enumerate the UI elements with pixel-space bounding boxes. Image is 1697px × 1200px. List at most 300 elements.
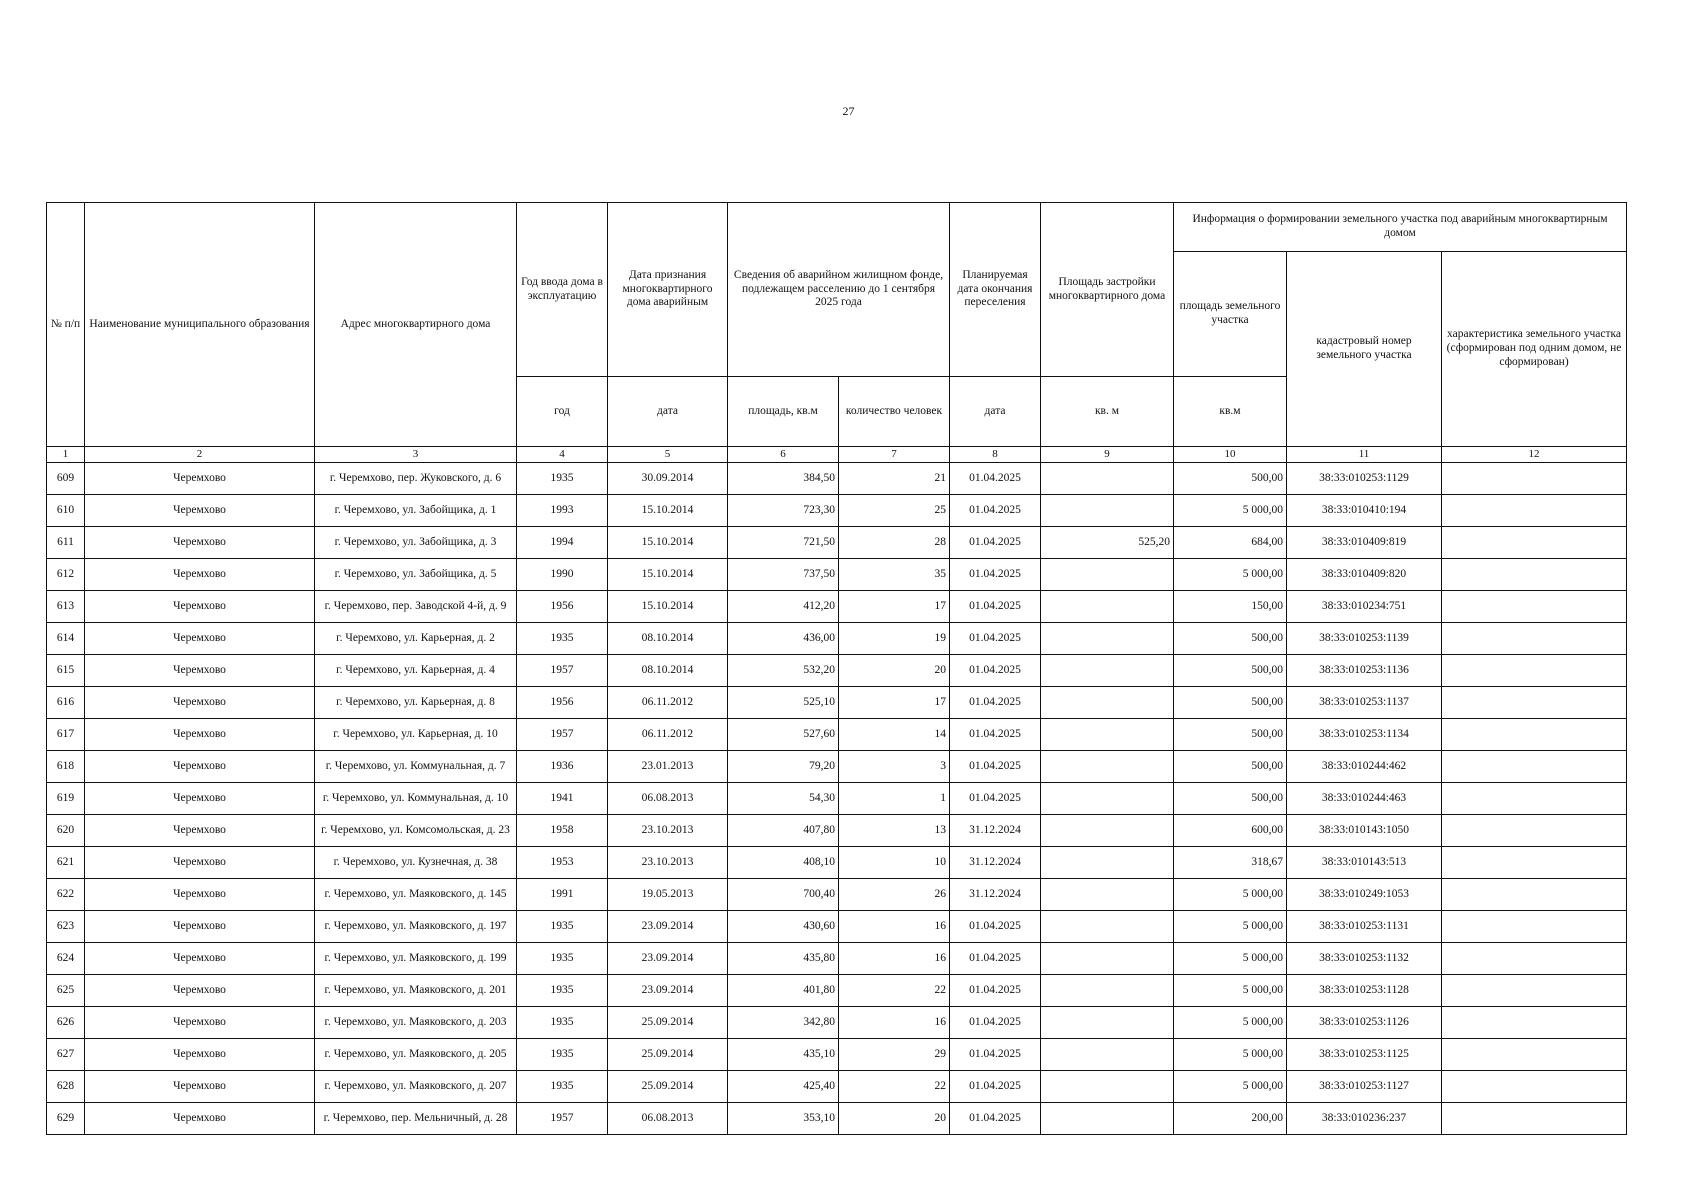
cell-cadastral: 38:33:010143:513 bbox=[1287, 847, 1442, 879]
table-row bbox=[47, 591, 1627, 623]
cell-address: г. Черемхово, ул. Забойщика, д. 1 bbox=[315, 495, 517, 527]
header-municipality: Наименование муниципального образования bbox=[85, 203, 315, 447]
column-number: 2 bbox=[85, 447, 315, 463]
cell-building-area bbox=[1041, 751, 1174, 783]
table-row bbox=[47, 911, 1627, 943]
table-row bbox=[47, 943, 1627, 975]
cell-year-built: 1935 bbox=[517, 975, 608, 1007]
cell-building-area bbox=[1041, 591, 1174, 623]
cell-number: 616 bbox=[47, 687, 85, 719]
cell-number: 620 bbox=[47, 815, 85, 847]
cell-area: 408,10 bbox=[728, 847, 839, 879]
cell-number: 617 bbox=[47, 719, 85, 751]
cell-people: 22 bbox=[839, 1071, 950, 1103]
cell-area: 435,10 bbox=[728, 1039, 839, 1071]
cell-year-built: 1941 bbox=[517, 783, 608, 815]
table-row bbox=[47, 687, 1627, 719]
cell-building-area bbox=[1041, 463, 1174, 495]
cell-cadastral: 38:33:010410:194 bbox=[1287, 495, 1442, 527]
cell-municipality: Черемхово bbox=[85, 687, 315, 719]
cell-year-built: 1958 bbox=[517, 815, 608, 847]
cell-municipality: Черемхово bbox=[85, 559, 315, 591]
header-recognized-date: Дата признания многоквартирного дома аварийным bbox=[608, 203, 728, 377]
cell-number: 627 bbox=[47, 1039, 85, 1071]
cell-people: 26 bbox=[839, 879, 950, 911]
header-planned-date: Планируемая дата окончания переселения bbox=[950, 203, 1041, 377]
cell-year-built: 1935 bbox=[517, 911, 608, 943]
cell-address: г. Черемхово, ул. Маяковского, д. 205 bbox=[315, 1039, 517, 1071]
cell-area: 435,80 bbox=[728, 943, 839, 975]
cell-recognized-date: 25.09.2014 bbox=[608, 1039, 728, 1071]
cell-number: 611 bbox=[47, 527, 85, 559]
cell-year-built: 1957 bbox=[517, 1103, 608, 1135]
cell-municipality: Черемхово bbox=[85, 815, 315, 847]
cell-address: г. Черемхово, ул. Карьерная, д. 8 bbox=[315, 687, 517, 719]
cell-people: 16 bbox=[839, 943, 950, 975]
table-row bbox=[47, 527, 1627, 559]
cell-land-area: 5 000,00 bbox=[1174, 943, 1287, 975]
cell-land-characteristic bbox=[1442, 879, 1627, 911]
table-row bbox=[47, 655, 1627, 687]
cell-land-characteristic bbox=[1442, 975, 1627, 1007]
cell-building-area bbox=[1041, 495, 1174, 527]
cell-address: г. Черемхово, пер. Заводской 4-й, д. 9 bbox=[315, 591, 517, 623]
cell-area: 532,20 bbox=[728, 655, 839, 687]
cell-land-area: 5 000,00 bbox=[1174, 1007, 1287, 1039]
cell-land-characteristic bbox=[1442, 783, 1627, 815]
cell-people: 13 bbox=[839, 815, 950, 847]
cell-number: 614 bbox=[47, 623, 85, 655]
unit-area: площадь, кв.м bbox=[728, 377, 839, 447]
cell-area: 353,10 bbox=[728, 1103, 839, 1135]
cell-area: 342,80 bbox=[728, 1007, 839, 1039]
cell-land-area: 500,00 bbox=[1174, 687, 1287, 719]
cell-land-characteristic bbox=[1442, 1039, 1627, 1071]
cell-recognized-date: 15.10.2014 bbox=[608, 527, 728, 559]
cell-municipality: Черемхово bbox=[85, 1103, 315, 1135]
cell-address: г. Черемхово, ул. Коммунальная, д. 7 bbox=[315, 751, 517, 783]
cell-address: г. Черемхово, ул. Комсомольская, д. 23 bbox=[315, 815, 517, 847]
cell-address: г. Черемхово, ул. Карьерная, д. 2 bbox=[315, 623, 517, 655]
cell-land-characteristic bbox=[1442, 687, 1627, 719]
table-row bbox=[47, 783, 1627, 815]
unit-planned-date: дата bbox=[950, 377, 1041, 447]
unit-year: год bbox=[517, 377, 608, 447]
cell-address: г. Черемхово, пер. Жуковского, д. 6 bbox=[315, 463, 517, 495]
cell-land-characteristic bbox=[1442, 559, 1627, 591]
cell-number: 613 bbox=[47, 591, 85, 623]
cell-year-built: 1936 bbox=[517, 751, 608, 783]
table-row bbox=[47, 1103, 1627, 1135]
cell-area: 425,40 bbox=[728, 1071, 839, 1103]
cell-municipality: Черемхово bbox=[85, 847, 315, 879]
table-row bbox=[47, 975, 1627, 1007]
cell-number: 618 bbox=[47, 751, 85, 783]
cell-area: 700,40 bbox=[728, 879, 839, 911]
cell-recognized-date: 06.08.2013 bbox=[608, 1103, 728, 1135]
cell-planned-date: 01.04.2025 bbox=[950, 1071, 1041, 1103]
cell-building-area bbox=[1041, 911, 1174, 943]
cell-land-area: 500,00 bbox=[1174, 655, 1287, 687]
cell-number: 621 bbox=[47, 847, 85, 879]
cell-recognized-date: 06.08.2013 bbox=[608, 783, 728, 815]
table-row bbox=[47, 1039, 1627, 1071]
cell-municipality: Черемхово bbox=[85, 1007, 315, 1039]
cell-planned-date: 01.04.2025 bbox=[950, 527, 1041, 559]
cell-people: 16 bbox=[839, 1007, 950, 1039]
cell-recognized-date: 25.09.2014 bbox=[608, 1007, 728, 1039]
cell-cadastral: 38:33:010253:1131 bbox=[1287, 911, 1442, 943]
cell-cadastral: 38:33:010249:1053 bbox=[1287, 879, 1442, 911]
cell-planned-date: 01.04.2025 bbox=[950, 1039, 1041, 1071]
cell-land-characteristic bbox=[1442, 1007, 1627, 1039]
cell-municipality: Черемхово bbox=[85, 943, 315, 975]
cell-people: 22 bbox=[839, 975, 950, 1007]
cell-cadastral: 38:33:010253:1126 bbox=[1287, 1007, 1442, 1039]
cell-land-area: 500,00 bbox=[1174, 623, 1287, 655]
cell-planned-date: 01.04.2025 bbox=[950, 751, 1041, 783]
cell-year-built: 1994 bbox=[517, 527, 608, 559]
cell-year-built: 1935 bbox=[517, 463, 608, 495]
cell-recognized-date: 06.11.2012 bbox=[608, 719, 728, 751]
cell-cadastral: 38:33:010253:1134 bbox=[1287, 719, 1442, 751]
cell-planned-date: 01.04.2025 bbox=[950, 975, 1041, 1007]
cell-recognized-date: 06.11.2012 bbox=[608, 687, 728, 719]
cell-people: 28 bbox=[839, 527, 950, 559]
cell-year-built: 1935 bbox=[517, 1007, 608, 1039]
cell-people: 19 bbox=[839, 623, 950, 655]
cell-land-area: 5 000,00 bbox=[1174, 911, 1287, 943]
cell-land-characteristic bbox=[1442, 1103, 1627, 1135]
header-housing-info: Сведения об аварийном жилищном фонде, подлежащем расселению до 1 сентября 2025 года bbox=[728, 203, 950, 377]
cell-recognized-date: 23.10.2013 bbox=[608, 815, 728, 847]
cell-address: г. Черемхово, ул. Маяковского, д. 197 bbox=[315, 911, 517, 943]
cell-planned-date: 31.12.2024 bbox=[950, 879, 1041, 911]
cell-people: 21 bbox=[839, 463, 950, 495]
cell-number: 623 bbox=[47, 911, 85, 943]
cell-building-area bbox=[1041, 559, 1174, 591]
cell-planned-date: 31.12.2024 bbox=[950, 847, 1041, 879]
header-year-built: Год ввода дома в эксплуатацию bbox=[517, 203, 608, 377]
column-number: 3 bbox=[315, 447, 517, 463]
cell-people: 35 bbox=[839, 559, 950, 591]
cell-area: 79,20 bbox=[728, 751, 839, 783]
cell-cadastral: 38:33:010244:463 bbox=[1287, 783, 1442, 815]
cell-area: 525,10 bbox=[728, 687, 839, 719]
cell-cadastral: 38:33:010234:751 bbox=[1287, 591, 1442, 623]
table-row bbox=[47, 751, 1627, 783]
cell-address: г. Черемхово, ул. Карьерная, д. 10 bbox=[315, 719, 517, 751]
cell-building-area bbox=[1041, 783, 1174, 815]
cell-land-area: 500,00 bbox=[1174, 751, 1287, 783]
cell-number: 625 bbox=[47, 975, 85, 1007]
cell-recognized-date: 23.09.2014 bbox=[608, 975, 728, 1007]
cell-municipality: Черемхово bbox=[85, 783, 315, 815]
cell-land-area: 600,00 bbox=[1174, 815, 1287, 847]
cell-year-built: 1990 bbox=[517, 559, 608, 591]
cell-building-area bbox=[1041, 623, 1174, 655]
cell-year-built: 1991 bbox=[517, 879, 608, 911]
cell-number: 624 bbox=[47, 943, 85, 975]
header-address: Адрес многоквартирного дома bbox=[315, 203, 517, 447]
cell-municipality: Черемхово bbox=[85, 911, 315, 943]
cell-land-area: 500,00 bbox=[1174, 463, 1287, 495]
cell-land-characteristic bbox=[1442, 751, 1627, 783]
header-land-area: площадь земельного участка bbox=[1174, 252, 1287, 377]
cell-address: г. Черемхово, ул. Коммунальная, д. 10 bbox=[315, 783, 517, 815]
cell-people: 25 bbox=[839, 495, 950, 527]
cell-land-area: 5 000,00 bbox=[1174, 559, 1287, 591]
cell-cadastral: 38:33:010409:820 bbox=[1287, 559, 1442, 591]
cell-building-area bbox=[1041, 1007, 1174, 1039]
cell-municipality: Черемхово bbox=[85, 1071, 315, 1103]
cell-address: г. Черемхово, ул. Карьерная, д. 4 bbox=[315, 655, 517, 687]
table-row bbox=[47, 847, 1627, 879]
cell-year-built: 1935 bbox=[517, 1039, 608, 1071]
cell-planned-date: 01.04.2025 bbox=[950, 463, 1041, 495]
cell-recognized-date: 15.10.2014 bbox=[608, 559, 728, 591]
header-building-area: Площадь застройки многоквартирного дома bbox=[1041, 203, 1174, 377]
cell-building-area bbox=[1041, 1071, 1174, 1103]
cell-year-built: 1956 bbox=[517, 687, 608, 719]
page-number: 27 bbox=[842, 104, 855, 118]
cell-area: 401,80 bbox=[728, 975, 839, 1007]
cell-municipality: Черемхово bbox=[85, 463, 315, 495]
cell-recognized-date: 19.05.2013 bbox=[608, 879, 728, 911]
cell-recognized-date: 23.09.2014 bbox=[608, 911, 728, 943]
cell-cadastral: 38:33:010253:1129 bbox=[1287, 463, 1442, 495]
cell-land-area: 5 000,00 bbox=[1174, 1071, 1287, 1103]
cell-municipality: Черемхово bbox=[85, 975, 315, 1007]
cell-building-area bbox=[1041, 1039, 1174, 1071]
cell-planned-date: 01.04.2025 bbox=[950, 559, 1041, 591]
cell-number: 626 bbox=[47, 1007, 85, 1039]
cell-number: 609 bbox=[47, 463, 85, 495]
cell-area: 436,00 bbox=[728, 623, 839, 655]
cell-people: 17 bbox=[839, 687, 950, 719]
cell-year-built: 1956 bbox=[517, 591, 608, 623]
cell-cadastral: 38:33:010143:1050 bbox=[1287, 815, 1442, 847]
cell-building-area bbox=[1041, 655, 1174, 687]
cell-planned-date: 01.04.2025 bbox=[950, 687, 1041, 719]
cell-land-area: 200,00 bbox=[1174, 1103, 1287, 1135]
cell-recognized-date: 25.09.2014 bbox=[608, 1071, 728, 1103]
cell-municipality: Черемхово bbox=[85, 1039, 315, 1071]
cell-people: 3 bbox=[839, 751, 950, 783]
cell-recognized-date: 15.10.2014 bbox=[608, 591, 728, 623]
cell-land-characteristic bbox=[1442, 591, 1627, 623]
cell-land-characteristic bbox=[1442, 911, 1627, 943]
cell-year-built: 1935 bbox=[517, 1071, 608, 1103]
cell-building-area bbox=[1041, 687, 1174, 719]
cell-number: 622 bbox=[47, 879, 85, 911]
header-num: № п/п bbox=[47, 203, 85, 447]
table-row bbox=[47, 559, 1627, 591]
cell-building-area bbox=[1041, 815, 1174, 847]
column-number: 12 bbox=[1442, 447, 1627, 463]
cell-address: г. Черемхово, ул. Забойщика, д. 5 bbox=[315, 559, 517, 591]
cell-people: 29 bbox=[839, 1039, 950, 1071]
cell-number: 615 bbox=[47, 655, 85, 687]
cell-recognized-date: 30.09.2014 bbox=[608, 463, 728, 495]
cell-cadastral: 38:33:010253:1128 bbox=[1287, 975, 1442, 1007]
cell-land-characteristic bbox=[1442, 655, 1627, 687]
cell-land-characteristic bbox=[1442, 1071, 1627, 1103]
cell-planned-date: 01.04.2025 bbox=[950, 623, 1041, 655]
cell-area: 384,50 bbox=[728, 463, 839, 495]
cell-address: г. Черемхово, ул. Маяковского, д. 201 bbox=[315, 975, 517, 1007]
cell-address: г. Черемхово, ул. Маяковского, д. 203 bbox=[315, 1007, 517, 1039]
cell-planned-date: 01.04.2025 bbox=[950, 911, 1041, 943]
cell-people: 1 bbox=[839, 783, 950, 815]
table-row bbox=[47, 623, 1627, 655]
cell-address: г. Черемхово, ул. Маяковского, д. 145 bbox=[315, 879, 517, 911]
cell-cadastral: 38:33:010253:1125 bbox=[1287, 1039, 1442, 1071]
cell-land-characteristic bbox=[1442, 847, 1627, 879]
cell-planned-date: 31.12.2024 bbox=[950, 815, 1041, 847]
column-number: 11 bbox=[1287, 447, 1442, 463]
header-land-characteristic: характеристика земельного участка (сформирован под одним домом, не сформирован) bbox=[1442, 252, 1627, 447]
cell-land-characteristic bbox=[1442, 719, 1627, 751]
column-number: 8 bbox=[950, 447, 1041, 463]
header-cadastral: кадастровый номер земельного участка bbox=[1287, 252, 1442, 447]
cell-cadastral: 38:33:010244:462 bbox=[1287, 751, 1442, 783]
cell-people: 14 bbox=[839, 719, 950, 751]
cell-municipality: Черемхово bbox=[85, 623, 315, 655]
cell-number: 619 bbox=[47, 783, 85, 815]
cell-cadastral: 38:33:010253:1132 bbox=[1287, 943, 1442, 975]
cell-municipality: Черемхово bbox=[85, 527, 315, 559]
cell-area: 430,60 bbox=[728, 911, 839, 943]
cell-number: 610 bbox=[47, 495, 85, 527]
cell-land-area: 500,00 bbox=[1174, 719, 1287, 751]
cell-cadastral: 38:33:010253:1139 bbox=[1287, 623, 1442, 655]
cell-land-characteristic bbox=[1442, 463, 1627, 495]
table-row bbox=[47, 463, 1627, 495]
cell-planned-date: 01.04.2025 bbox=[950, 719, 1041, 751]
cell-people: 20 bbox=[839, 1103, 950, 1135]
table-row bbox=[47, 815, 1627, 847]
column-number: 1 bbox=[47, 447, 85, 463]
cell-year-built: 1993 bbox=[517, 495, 608, 527]
cell-land-area: 500,00 bbox=[1174, 783, 1287, 815]
cell-address: г. Черемхово, ул. Маяковского, д. 207 bbox=[315, 1071, 517, 1103]
cell-year-built: 1953 bbox=[517, 847, 608, 879]
table-row bbox=[47, 495, 1627, 527]
column-number: 10 bbox=[1174, 447, 1287, 463]
cell-recognized-date: 23.09.2014 bbox=[608, 943, 728, 975]
cell-municipality: Черемхово bbox=[85, 495, 315, 527]
unit-date: дата bbox=[608, 377, 728, 447]
unit-land-sqm: кв.м bbox=[1174, 377, 1287, 447]
cell-building-area bbox=[1041, 879, 1174, 911]
cell-building-area bbox=[1041, 1103, 1174, 1135]
cell-cadastral: 38:33:010253:1136 bbox=[1287, 655, 1442, 687]
cell-people: 10 bbox=[839, 847, 950, 879]
cell-number: 612 bbox=[47, 559, 85, 591]
cell-area: 407,80 bbox=[728, 815, 839, 847]
cell-year-built: 1957 bbox=[517, 719, 608, 751]
cell-land-characteristic bbox=[1442, 527, 1627, 559]
cell-land-area: 684,00 bbox=[1174, 527, 1287, 559]
cell-number: 629 bbox=[47, 1103, 85, 1135]
cell-address: г. Черемхово, ул. Забойщика, д. 3 bbox=[315, 527, 517, 559]
cell-address: г. Черемхово, ул. Кузнечная, д. 38 bbox=[315, 847, 517, 879]
unit-people: количество человек bbox=[839, 377, 950, 447]
column-number-row bbox=[47, 447, 1627, 463]
cell-address: г. Черемхово, пер. Мельничный, д. 28 bbox=[315, 1103, 517, 1135]
cell-planned-date: 01.04.2025 bbox=[950, 495, 1041, 527]
cell-planned-date: 01.04.2025 bbox=[950, 1103, 1041, 1135]
cell-land-characteristic bbox=[1442, 815, 1627, 847]
emergency-housing-table bbox=[46, 202, 1627, 1135]
cell-land-area: 5 000,00 bbox=[1174, 975, 1287, 1007]
cell-cadastral: 38:33:010253:1137 bbox=[1287, 687, 1442, 719]
cell-number: 628 bbox=[47, 1071, 85, 1103]
cell-year-built: 1957 bbox=[517, 655, 608, 687]
cell-cadastral: 38:33:010409:819 bbox=[1287, 527, 1442, 559]
cell-municipality: Черемхово bbox=[85, 719, 315, 751]
cell-year-built: 1935 bbox=[517, 623, 608, 655]
cell-land-area: 5 000,00 bbox=[1174, 879, 1287, 911]
cell-planned-date: 01.04.2025 bbox=[950, 783, 1041, 815]
cell-people: 16 bbox=[839, 911, 950, 943]
column-number: 9 bbox=[1041, 447, 1174, 463]
cell-area: 723,30 bbox=[728, 495, 839, 527]
cell-recognized-date: 23.10.2013 bbox=[608, 847, 728, 879]
cell-municipality: Черемхово bbox=[85, 751, 315, 783]
table-row bbox=[47, 879, 1627, 911]
cell-land-area: 5 000,00 bbox=[1174, 1039, 1287, 1071]
cell-building-area bbox=[1041, 719, 1174, 751]
cell-land-characteristic bbox=[1442, 943, 1627, 975]
cell-land-area: 318,67 bbox=[1174, 847, 1287, 879]
header-land-info: Информация о формировании земельного участка под аварийным многоквартирным домом bbox=[1174, 203, 1627, 252]
cell-area: 737,50 bbox=[728, 559, 839, 591]
table-row bbox=[47, 719, 1627, 751]
cell-planned-date: 01.04.2025 bbox=[950, 1007, 1041, 1039]
cell-building-area: 525,20 bbox=[1041, 527, 1174, 559]
column-number: 7 bbox=[839, 447, 950, 463]
column-number: 5 bbox=[608, 447, 728, 463]
cell-land-area: 150,00 bbox=[1174, 591, 1287, 623]
cell-building-area bbox=[1041, 975, 1174, 1007]
unit-building-sqm: кв. м bbox=[1041, 377, 1174, 447]
cell-planned-date: 01.04.2025 bbox=[950, 943, 1041, 975]
cell-municipality: Черемхово bbox=[85, 879, 315, 911]
cell-municipality: Черемхово bbox=[85, 655, 315, 687]
cell-building-area bbox=[1041, 847, 1174, 879]
cell-area: 527,60 bbox=[728, 719, 839, 751]
cell-area: 721,50 bbox=[728, 527, 839, 559]
cell-year-built: 1935 bbox=[517, 943, 608, 975]
cell-municipality: Черемхово bbox=[85, 591, 315, 623]
table-row bbox=[47, 1007, 1627, 1039]
cell-land-characteristic bbox=[1442, 623, 1627, 655]
cell-recognized-date: 15.10.2014 bbox=[608, 495, 728, 527]
cell-building-area bbox=[1041, 943, 1174, 975]
cell-recognized-date: 23.01.2013 bbox=[608, 751, 728, 783]
cell-area: 412,20 bbox=[728, 591, 839, 623]
column-number: 6 bbox=[728, 447, 839, 463]
cell-land-characteristic bbox=[1442, 495, 1627, 527]
cell-cadastral: 38:33:010253:1127 bbox=[1287, 1071, 1442, 1103]
cell-cadastral: 38:33:010236:237 bbox=[1287, 1103, 1442, 1135]
cell-people: 20 bbox=[839, 655, 950, 687]
cell-planned-date: 01.04.2025 bbox=[950, 591, 1041, 623]
cell-people: 17 bbox=[839, 591, 950, 623]
cell-planned-date: 01.04.2025 bbox=[950, 655, 1041, 687]
